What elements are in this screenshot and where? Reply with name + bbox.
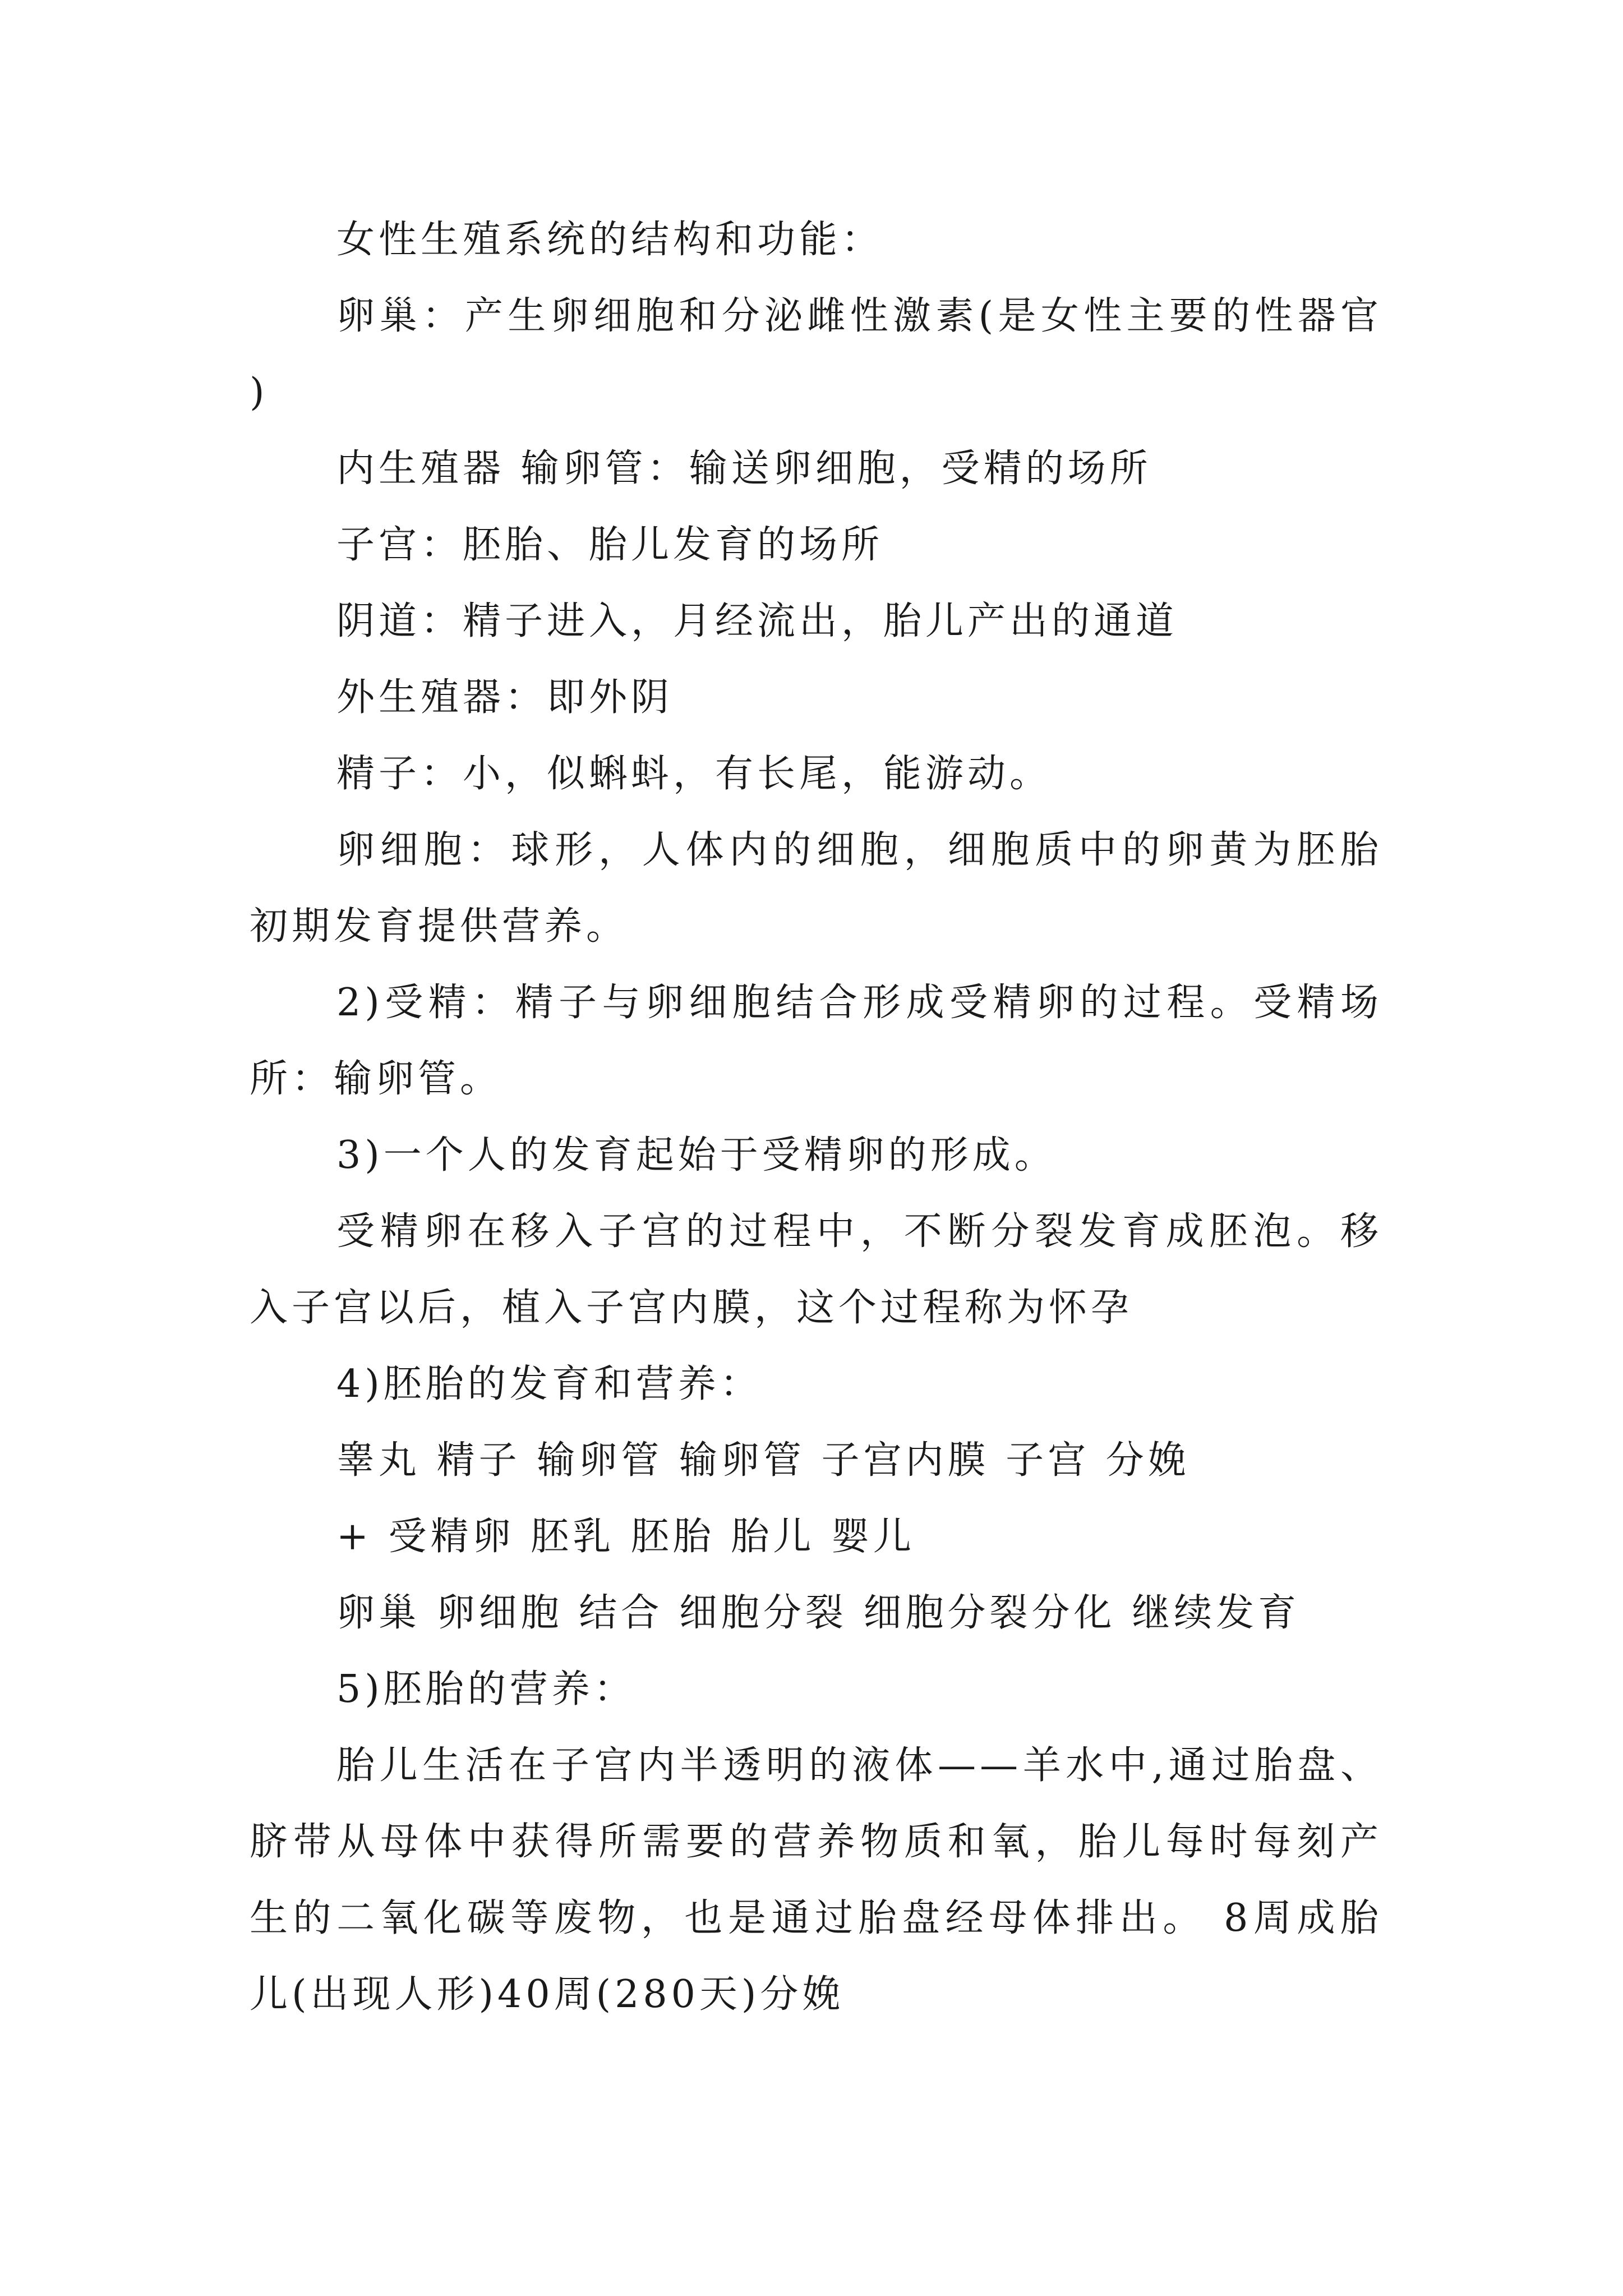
- section-heading-embryo-development: 4)胚胎的发育和营养：: [336, 1362, 762, 1406]
- section-heading-embryo-nutrition: 5)胚胎的营养：: [336, 1667, 636, 1711]
- flow-row-male: 睾丸 精子 输卵管 输卵管 子宫内膜 子宫 分娩: [336, 1438, 1190, 1483]
- paragraph-oviduct: 内生殖器 输卵管：输送卵细胞，受精的场所: [336, 447, 1152, 491]
- document-body: [250, 202, 1382, 2033]
- paragraph-development-start: 3)一个人的发育起始于受精卵的形成。: [336, 1133, 1057, 1177]
- paragraph-vagina: 阴道：精子进入，月经流出，胎儿产出的通道: [336, 599, 1178, 643]
- paragraph-egg-cell: 卵细胞：球形，人体内的细胞，细胞质中的卵黄为胚胎初期发育提供营养。: [250, 828, 1382, 949]
- flow-row-female: 卵巢 卵细胞 结合 细胞分裂 细胞分裂分化 继续发育: [336, 1591, 1301, 1635]
- paragraph-external-genitalia: 外生殖器：即外阴: [336, 675, 674, 720]
- paragraph-ovary: 卵巢：产生卵细胞和分泌雌性激素(是女性主要的性器官): [250, 294, 1382, 415]
- paragraph-sperm: 精子：小，似蝌蚪，有长尾，能游动。: [336, 752, 1052, 796]
- flow-row-stages: + 受精卵 胚乳 胚胎 胎儿 婴儿: [336, 1515, 916, 1559]
- paragraph-fetal-nutrition: 胎儿生活在子宫内半透明的液体——羊水中,通过胎盘、脐带从母体中获得所需要的营养物质和氧，胎儿每时每刻产生的二氧化碳等废物，也是通过胎盘经母体排出。 8周成胎儿(出现人形)40周(280天)分娩: [250, 1743, 1382, 2017]
- section-heading-structure: 女性生殖系统的结构和功能：: [336, 218, 884, 262]
- paragraph-fertilization: 2)受精：精子与卵细胞结合形成受精卵的过程。受精场所：输卵管。: [250, 981, 1382, 1101]
- paragraph-pregnancy: 受精卵在移入子宫的过程中，不断分裂发育成胚泡。移入子宫以后，植入子宫内膜，这个过程称为怀孕: [250, 1209, 1382, 1330]
- paragraph-uterus: 子宫：胚胎、胎儿发育的场所: [336, 523, 884, 567]
